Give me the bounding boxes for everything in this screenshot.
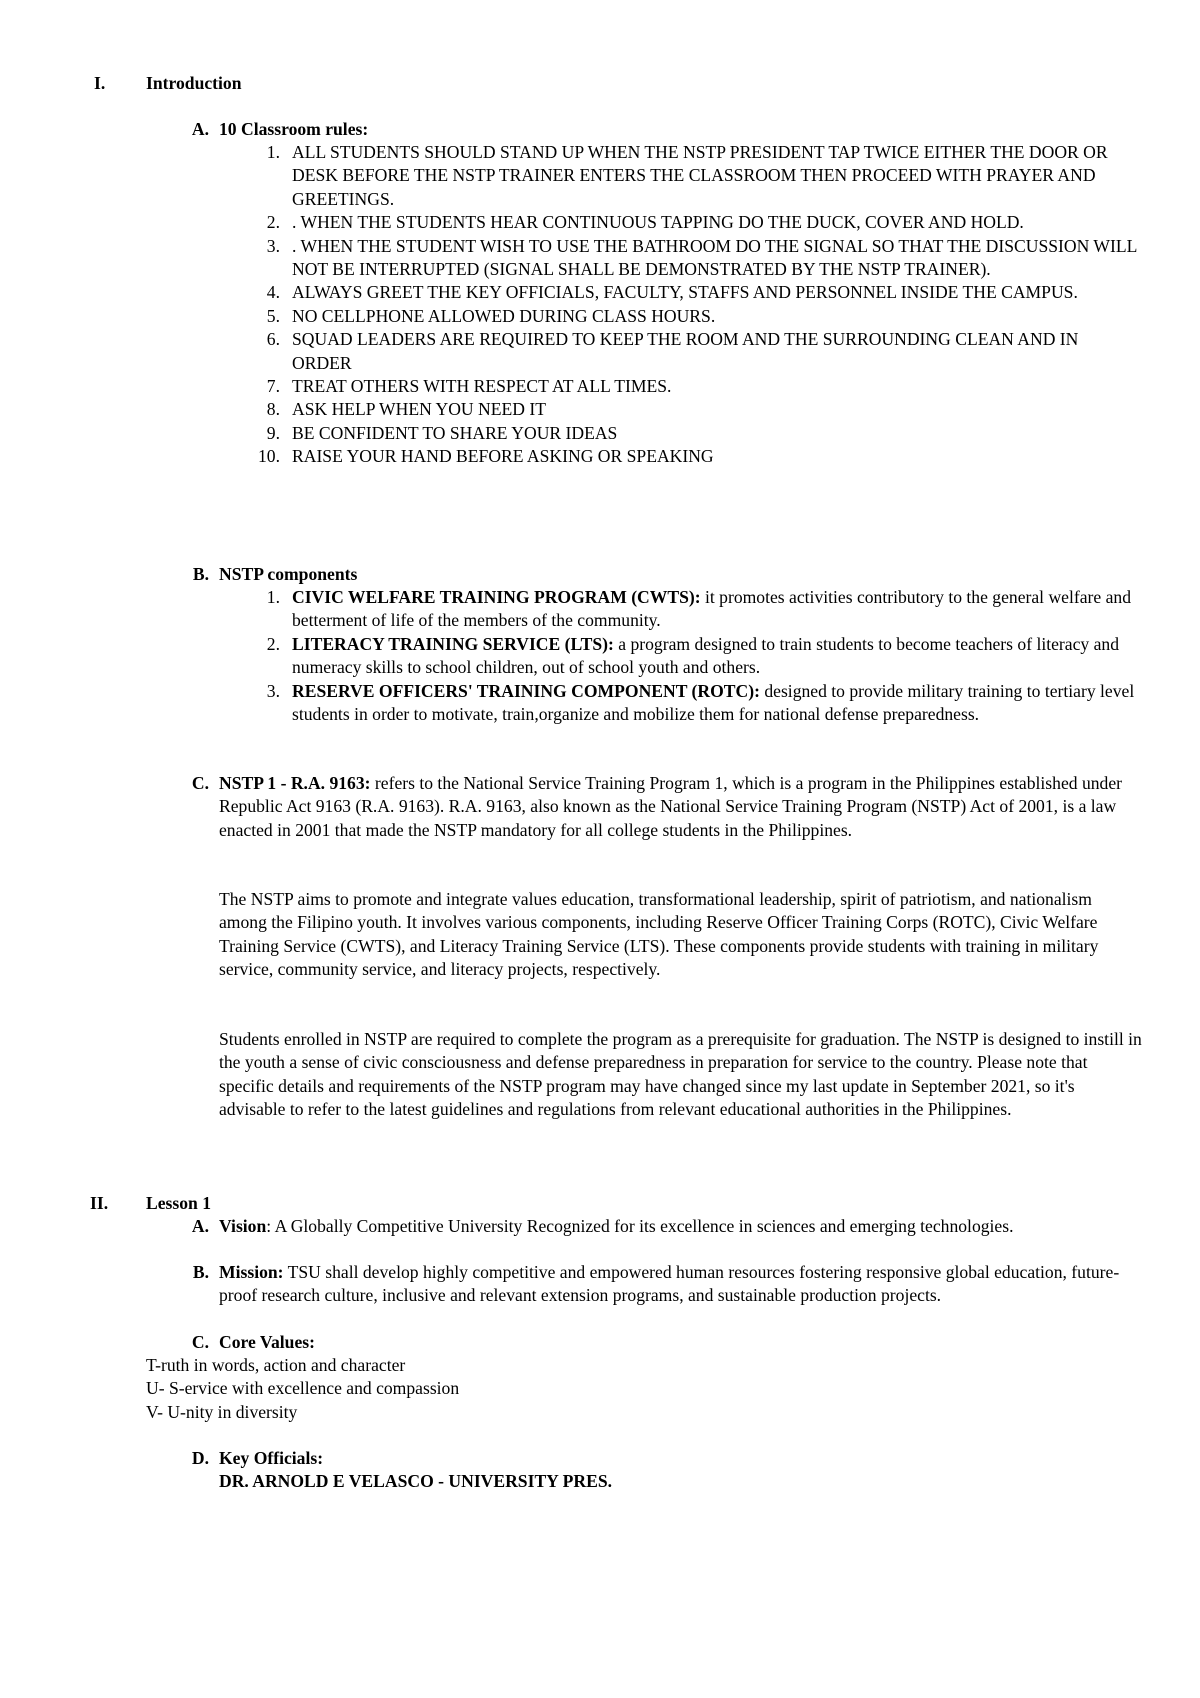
list-item [266, 211, 1137, 234]
subsection-title: NSTP components [219, 564, 358, 584]
list-item [266, 422, 1137, 445]
core-value: T-ruth in words, action and character [146, 1355, 406, 1375]
item-text: ALL STUDENTS SHOULD STAND UP WHEN THE NSTP PRESIDENT TAP TWICE EITHER THE DOOR OR DESK BEFORE THE NSTP TRAINER ENTERS THE CLASSROOM THEN PROCEED WITH PRAYER AND GREETINGS. [292, 142, 1108, 209]
mission-text: TSU shall develop highly competitive and empowered human resources fostering responsive global education, future-proof research culture, inclusive and relevant extension programs, and sustainable production projects. [219, 1262, 1120, 1306]
subsection-letter: C. [191, 773, 209, 793]
list-item [266, 398, 1137, 421]
item-text: RAISE YOUR HAND BEFORE ASKING OR SPEAKING [292, 446, 714, 467]
list-item [266, 375, 1137, 398]
section-numeral: I. [94, 73, 106, 93]
vision-text: : A Globally Competitive University Recognized for its excellence in sciences and emerging technologies. [266, 1216, 1014, 1236]
components-list [266, 586, 1137, 726]
item-number: 1. [266, 587, 280, 607]
list-item [266, 305, 1137, 328]
list-item [266, 281, 1137, 304]
component-name: CIVIC WELFARE TRAINING PROGRAM (CWTS): [292, 587, 701, 607]
item-number: 2. [266, 633, 280, 654]
item-number: 2. [266, 212, 280, 233]
core-values-list [146, 1354, 1046, 1424]
item-text: ALWAYS GREET THE KEY OFFICIALS, FACULTY, STAFFS AND PERSONNEL INSIDE THE CAMPUS. [292, 282, 1078, 303]
section-title: Introduction [146, 73, 242, 93]
paragraph-text: refers to the National Service Training Program 1, which is a program in the Philippines established under Republic Act 9163 (R.A. 9163). R.A. 9163, also known as the National Service Training Program (NSTP) Act of 2001, is a law enacted in 2001 that made the NSTP mandatory for all college students in the Philippines. [219, 773, 1123, 840]
component-name: RESERVE OFFICERS' TRAINING COMPONENT (ROTC): [292, 680, 760, 701]
item-text: TREAT OTHERS WITH RESPECT AT ALL TIMES. [292, 376, 672, 397]
mission-item [192, 1261, 1139, 1308]
subsection-letter: B. [192, 1262, 209, 1282]
item-number: 3. [266, 680, 280, 701]
core-values-label: Core Values: [219, 1332, 315, 1352]
item-text: . WHEN THE STUDENT WISH TO USE THE BATHROOM DO THE SIGNAL SO THAT THE DISCUSSION WILL NOT BE INTERRUPTED (SIGNAL SHALL BE DEMONSTRATED BY THE NSTP TRAINER). [292, 235, 1137, 280]
component-name: LITERACY TRAINING SERVICE (LTS): [292, 633, 614, 654]
item-text: BE CONFIDENT TO SHARE YOUR IDEAS [292, 422, 618, 443]
list-item [266, 235, 1137, 282]
item-text: NO CELLPHONE ALLOWED DURING CLASS HOURS. [292, 305, 716, 326]
component-description: a program designed to train students to become teachers of literacy and numeracy skills to school children, out of school youth and others. [292, 633, 1120, 678]
item-number: 5. [266, 305, 280, 326]
subsection-classroom-rules [191, 118, 1139, 141]
paragraph: The NSTP aims to promote and integrate values education, transformational leadership, spirit of patriotism, and nationalism among the Filipino youth. It involves various components, including Reserve Officer Training Corps (ROTC), Civic Welfare Training Service (CWTS), and Literacy Training Service (LTS). These components provide students with training in military service, community service, and literacy projects, respectively. [219, 889, 1099, 980]
section-title: Lesson 1 [146, 1193, 212, 1213]
item-text: ASK HELP WHEN YOU NEED IT [292, 399, 546, 420]
item-number: 1. [266, 142, 280, 162]
list-item [266, 680, 1137, 727]
list-item [266, 328, 1137, 375]
subsection-letter: A. [191, 1216, 209, 1236]
vision-item [191, 1215, 1139, 1238]
item-number: 8. [266, 399, 280, 420]
list-item [266, 141, 1137, 211]
key-officials-label: Key Officials: [219, 1448, 324, 1468]
component-description: designed to provide military training to tertiary level students in order to motivate, train,organize and mobilize them for national defense preparedness. [292, 680, 1135, 725]
subsection-title: NSTP 1 - R.A. 9163: [219, 773, 371, 793]
item-number: 10. [258, 446, 280, 467]
list-item [266, 633, 1137, 680]
rules-list [258, 141, 1137, 469]
paragraph [219, 772, 1144, 842]
official-name: DR. ARNOLD E VELASCO - UNIVERSITY PRES. [219, 1471, 612, 1492]
subsection-nstp-components [192, 563, 1139, 586]
list-item [258, 445, 1137, 468]
core-value: V- U-nity in diversity [146, 1401, 298, 1422]
item-number: 7. [266, 376, 280, 397]
subsection-letter: B. [192, 564, 209, 584]
subsection-title: 10 Classroom rules: [219, 119, 369, 139]
item-number: 6. [266, 329, 280, 350]
component-description: it promotes activities contributory to the general welfare and betterment of life of the members of the community. [292, 587, 1132, 631]
subsection-letter: D. [191, 1448, 209, 1468]
subsection-nstp1 [191, 772, 1144, 842]
item-number: 3. [266, 235, 280, 256]
core-value: U- S-ervice with excellence and compassion [146, 1378, 460, 1399]
item-text: SQUAD LEADERS ARE REQUIRED TO KEEP THE ROOM AND THE SURROUNDING CLEAN AND IN ORDER [292, 329, 1079, 373]
list-item [266, 586, 1137, 633]
key-officials [191, 1447, 1139, 1494]
core-values-heading [191, 1331, 1139, 1354]
subsection-letter: A. [191, 119, 209, 139]
mission-label: Mission: [219, 1262, 284, 1282]
item-number: 9. [266, 422, 280, 443]
item-number: 4. [266, 282, 280, 303]
vision-label: Vision [219, 1216, 267, 1236]
subsection-letter: C. [191, 1332, 209, 1352]
paragraph: Students enrolled in NSTP are required to complete the program as a prerequisite for graduation. The NSTP is designed to instill in the youth a sense of civic consciousness and defense preparedness in preparation for service to the country. Please note that specific details and requirements of the NSTP program may have changed since my last update in September 2021, so it's advisable to refer to the latest guidelines and regulations from relevant educational authorities in the Philippines. [219, 1029, 1142, 1120]
section-numeral: II. [90, 1193, 109, 1213]
item-text: . WHEN THE STUDENTS HEAR CONTINUOUS TAPPING DO THE DUCK, COVER AND HOLD. [292, 212, 1024, 233]
